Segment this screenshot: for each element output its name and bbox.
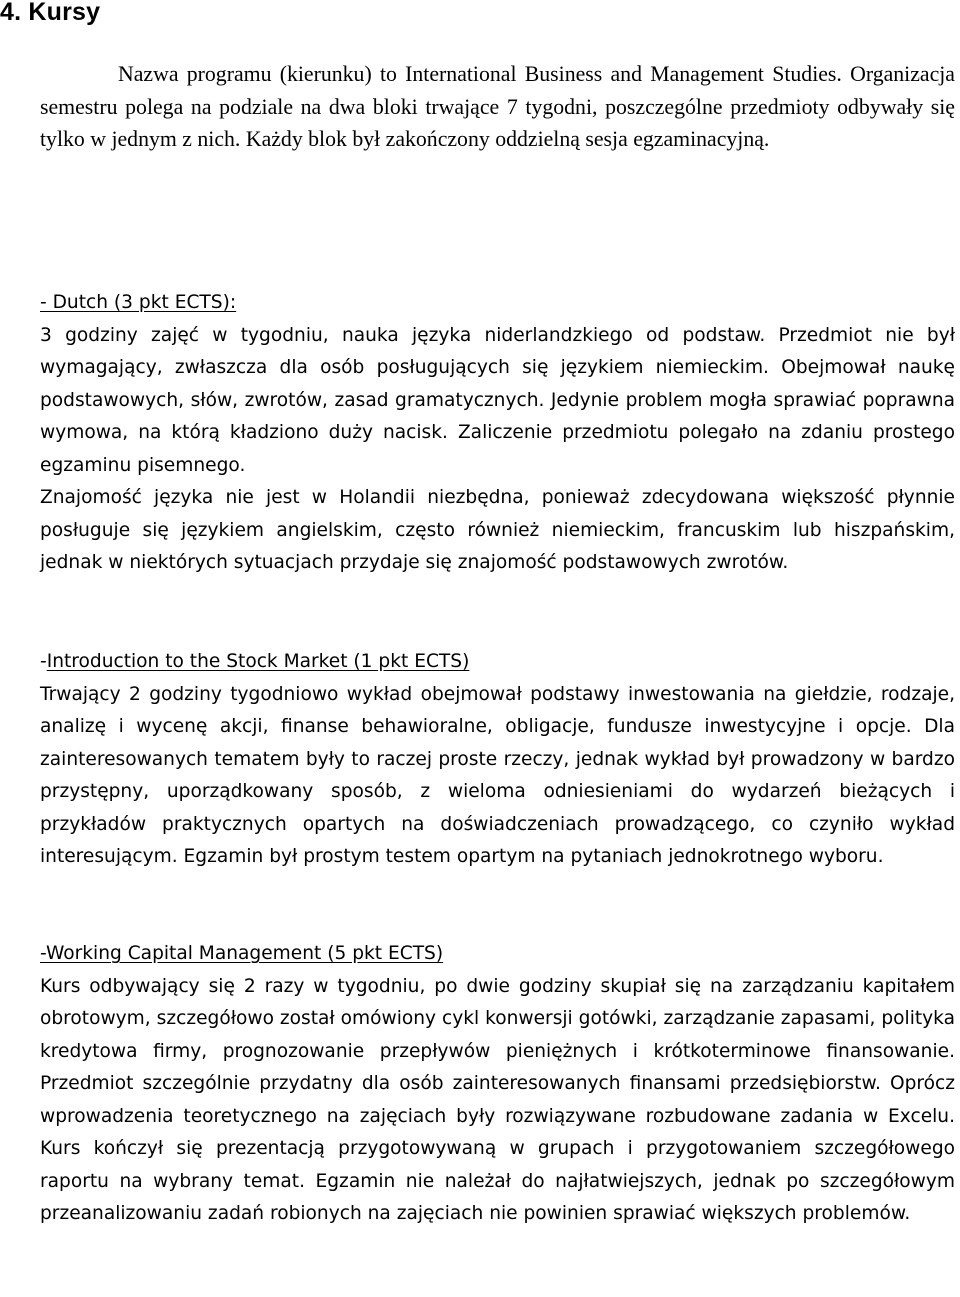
course-title-working-capital-text: -Working Capital Management (5 pkt ECTS) xyxy=(40,943,444,964)
course-stock-market xyxy=(40,646,955,874)
intro-text: Nazwa programu (kierunku) to International Business and Management Studies. Organizacja semestru polega na podziale na dwa bloki trwające 7 tygodni, poszczególne przedmioty odbywały się tylko w jednym z nich. Każdy blok był zakończony oddzielną sesja egzaminacyjną. xyxy=(40,62,955,151)
course-dutch xyxy=(40,287,955,580)
course-title-working-capital xyxy=(40,938,955,971)
section-heading: 4. Kursy xyxy=(0,0,101,26)
course-title-dutch-text: - Dutch (3 pkt ECTS): xyxy=(40,292,237,313)
course-title-prefix: - xyxy=(40,651,47,672)
intro-paragraph xyxy=(40,58,955,156)
course-description-working-capital: Kurs odbywający się 2 razy w tygodniu, po dwie godziny skupiał się na zarządzaniu kapitałem obrotowym, szczegółowo został omówiony cykl konwersji gotówki, zarządzanie zapasami, polityka kredytowa firmy, prognozowanie przepływów pieniężnych i krótkoterminowe finansowanie. Przedmiot szczególnie przydatny dla osób zainteresowanych finansami przedsiębiorstw. Oprócz wprowadzenia teoretycznego na zajęciach były rozwiązywane rozbudowane zadania w Excelu. Kurs kończył się prezentacją przygotowywaną w grupach i przygotowaniem szczegółowego raportu na wybrany temat. Egzamin nie należał do najłatwiejszych, jednak po szczegółowym przeanalizowaniu zadań robionych na zajęciach nie powinien sprawiać większych problemów. xyxy=(40,975,955,1224)
course-working-capital xyxy=(40,938,955,1231)
course-title-stock-market-text: Introduction to the Stock Market (1 pkt ECTS) xyxy=(46,651,470,672)
course-description-stock-market: Trwający 2 godziny tygodniowo wykład obejmował podstawy inwestowania na giełdzie, rodzaje, analizę i wycenę akcji, finanse behawioralne, obligacje, fundusze inwestycyjne i opcje. Dla zainteresowanych tematem były to raczej proste rzeczy, jednak wykład był prowadzony w bardzo przystępny, uporządkowany sposób, z wieloma odniesieniami do wydarzeń bieżących i przykładów praktycznych opartych na doświadczeniach prowadzącego, co czyniło wykład interesującym. Egzamin był prostym testem opartym na pytaniach jednokrotnego wyboru. xyxy=(40,683,955,867)
course-description-dutch: 3 godziny zajęć w tygodniu, nauka języka niderlandzkiego od podstaw. Przedmiot nie był wymagający, zwłaszcza dla osób posługujących się językiem niemieckim. Obejmował naukę podstawowych, słów, zwrotów, zasad gramatycznych. Jedynie problem mogła sprawiać poprawna wymowa, na którą kładziono duży nacisk. Zaliczenie przedmiotu polegało na zdaniu prostego egzaminu pisemnego. xyxy=(40,324,955,476)
course-title-stock-market xyxy=(40,646,955,679)
course-title-dutch xyxy=(40,287,955,320)
course-note-dutch: Znajomość języka nie jest w Holandii niezbędna, ponieważ zdecydowana większość płynnie posługuje się językiem angielskim, często również niemieckim, francuskim lub hiszpańskim, jednak w niektórych sytuacjach przydaje się znajomość podstawowych zwrotów. xyxy=(40,487,955,573)
